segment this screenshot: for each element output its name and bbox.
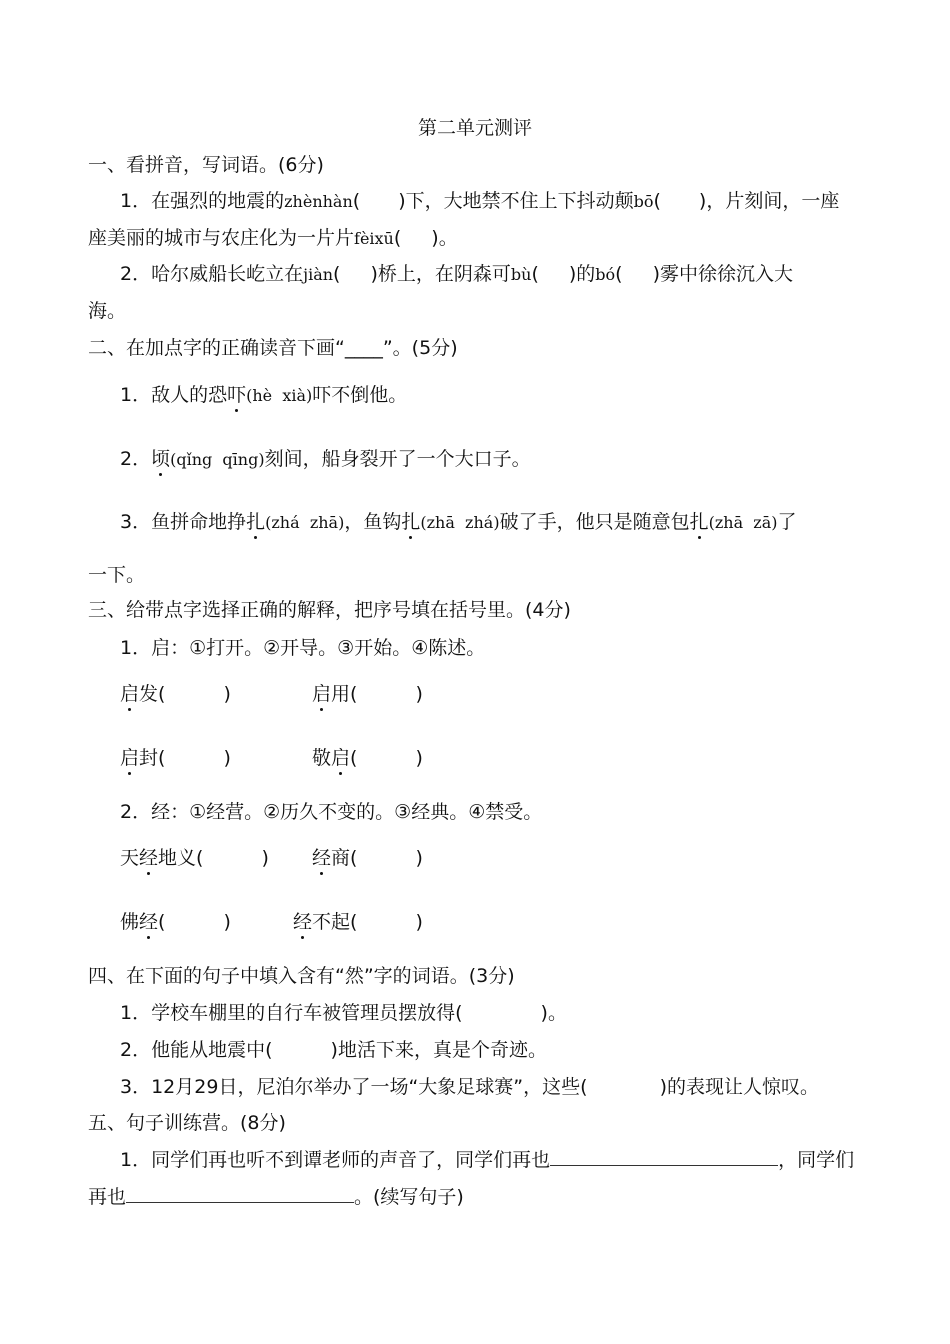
s3-word-jingbuqi: 经不起( ) xyxy=(293,911,423,933)
s3-word-qifeng: 启封( ) xyxy=(120,747,231,769)
s3-word-tianjingdiyi: 天经地义( ) xyxy=(120,847,269,869)
section-2-heading: 二、在加点字的正确读音下画“____”。(5分) xyxy=(88,337,458,359)
dotted-char: 吓 xyxy=(227,384,247,406)
pinyin-options[interactable]: (zhā zhá) xyxy=(420,513,500,532)
pinyin-options[interactable]: (zhā zā) xyxy=(708,513,778,532)
s3-word-fojing: 佛经( ) xyxy=(120,911,231,933)
s3-word-jingqi: 敬启( ) xyxy=(312,747,423,769)
s3-q2-definitions: 2．经：①经营。②历久不变的。③经典。④禁受。 xyxy=(120,801,543,823)
pinyin-bo2: bó xyxy=(595,265,616,284)
section-1-heading: 一、看拼音，写词语。(6分) xyxy=(88,154,324,176)
dotted-char: 顷 xyxy=(151,448,171,470)
pinyin-options[interactable]: (zhá zhā) xyxy=(265,513,345,532)
s3-word-qifa: 启发( ) xyxy=(120,683,231,705)
pinyin-bo: bō xyxy=(633,192,654,211)
s4-q1: 1．学校车棚里的自行车被管理员摆放得( )。 xyxy=(120,1002,567,1024)
dotted-char: 扎 xyxy=(401,511,421,533)
page-title: 第二单元测评 xyxy=(417,117,532,139)
s4-q3: 3．12月29日，尼泊尔举办了一场“大象足球赛”，这些( )的表现让人惊叹。 xyxy=(120,1076,819,1098)
section-4-heading: 四、在下面的句子中填入含有“然”字的词语。(3分) xyxy=(88,965,515,987)
pinyin-options[interactable]: (hè xià) xyxy=(246,386,313,405)
dotted-char: 扎 xyxy=(246,511,266,533)
s1-q1-line1: 1．在强烈的地震的zhènhàn( )下，大地禁不住上下抖动颠bō( )，片刻间，一座 xyxy=(120,190,840,212)
pinyin-zhenhan: zhènhàn xyxy=(284,192,353,211)
pinyin-options[interactable]: (qǐng qīng) xyxy=(170,450,265,469)
section-5-heading: 五、句子训练营。(8分) xyxy=(88,1112,286,1134)
s3-word-jingshang: 经商( ) xyxy=(312,847,423,869)
s5-q1-line2: 再也 。(续写句子) xyxy=(88,1186,464,1208)
s3-word-qiyong: 启用( ) xyxy=(312,683,423,705)
s1-q2-line2: 海。 xyxy=(88,300,127,322)
answer-line[interactable] xyxy=(126,1185,354,1203)
section-3-heading: 三、给带点字选择正确的解释，把序号填在括号里。(4分) xyxy=(88,599,571,621)
s2-q1: 1．敌人的恐吓(hè xià)吓不倒他。 xyxy=(120,384,408,406)
s4-q2: 2．他能从地震中( )地活下来，真是个奇迹。 xyxy=(120,1039,547,1061)
pinyin-feixu: fèixū xyxy=(354,229,394,248)
s1-q1-line2: 座美丽的城市与农庄化为一片片fèixū( )。 xyxy=(88,227,458,249)
s2-q3-line1: 3．鱼拼命地挣扎(zhá zhā)，鱼钩扎(zhā zhá)破了手，他只是随意包扎(zhā zā)了 xyxy=(120,511,797,533)
s2-q2: 2．顷(qǐng qīng)刻间，船身裂开了一个大口子。 xyxy=(120,448,531,470)
dotted-char: 扎 xyxy=(689,511,709,533)
s1-q2-line1: 2．哈尔威船长屹立在jiàn( )桥上，在阴森可bù( )的bó( )雾中徐徐沉入大 xyxy=(120,263,794,285)
answer-line[interactable] xyxy=(550,1148,778,1166)
s2-q3-line2: 一下。 xyxy=(88,564,146,586)
pinyin-bu: bù xyxy=(510,265,532,284)
pinyin-jian: jiàn xyxy=(303,265,334,284)
s5-q1-line1: 1．同学们再也听不到谭老师的声音了，同学们再也 ，同学们 xyxy=(120,1149,855,1171)
s3-q1-definitions: 1．启：①打开。②开导。③开始。④陈述。 xyxy=(120,637,486,659)
